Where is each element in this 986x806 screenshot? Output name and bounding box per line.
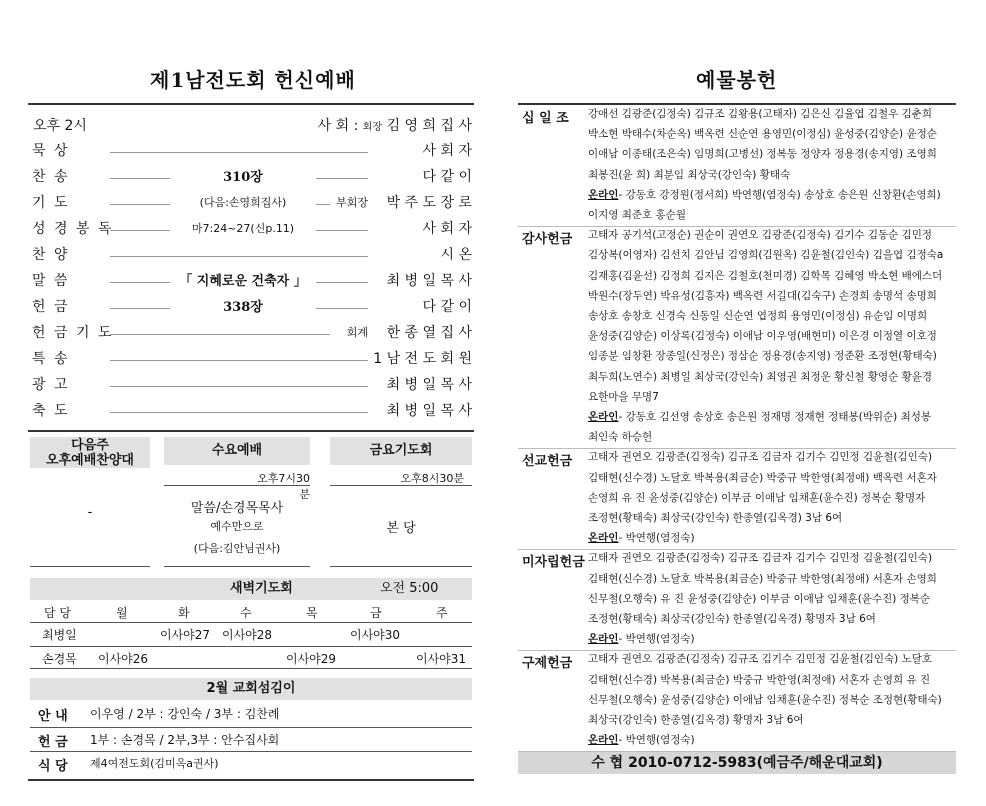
serve-value: 이우영 / 2부 : 강인숙 / 3부 : 김찬례 — [90, 707, 280, 721]
order-label: 성 경 봉 독 — [32, 221, 114, 237]
row-wed: 이사야28 — [222, 628, 273, 642]
online-names: 박연행(염정숙) — [625, 532, 695, 545]
order-role: 부회장 — [333, 194, 368, 210]
order-item — [32, 296, 472, 320]
offering-names: 최두희(노연수) 최병일 최상국(강인숙) 최영권 최정운 황신철 황영순 황윤경 — [588, 370, 933, 383]
row-name: 최병일 — [42, 628, 77, 642]
serve-bottom — [28, 779, 474, 781]
order-item — [32, 166, 472, 190]
wednesday-box: 수요예배 — [164, 437, 310, 465]
offering-names: 손영희 유 진 윤성중(김양순) 이부금 이애남 임채훈(윤수진) 정복순 황명자 — [588, 491, 926, 504]
offering-names: 윤성중(김양순) 이상록(김정숙) 이애남 이우영(배현미) 이은경 이정열 이호정 — [588, 330, 937, 343]
service-time: 오후 2시 — [33, 118, 87, 134]
offering-names: 고태자 공기석(고정순) 권순이 권연오 김광준(김정숙) 김기수 김동순 김민정 — [588, 229, 933, 242]
next-choir-value: - — [87, 505, 93, 520]
offering-title: 예물봉헌 — [696, 68, 778, 92]
order-person: 한 종 열 집 사 — [386, 325, 472, 341]
order-label: 묵 상 — [32, 143, 70, 159]
offering-names: 조정현(황태숙) 최상국(강인숙) 한종열(김옥경) 3남 6여 — [588, 512, 843, 524]
online-names-more: 이지영 최준호 홍순월 — [588, 209, 686, 221]
leader-line — [110, 152, 368, 153]
order-label: 말 씀 — [32, 273, 70, 289]
box1-bottom — [30, 566, 150, 567]
order-detail: 338장 — [170, 296, 316, 315]
order-detail: 「 지혜로운 건축자 」 — [170, 270, 316, 289]
online-names: 박연행(염정숙) — [625, 633, 695, 646]
order-item — [32, 270, 472, 294]
offering-names: 김상복(이영자) 김선치 김안님 김영희(김원옥) 김윤철(김인숙) 김을엽 김정숙a — [588, 249, 944, 262]
presider-name: 김 영 희 집 사 — [386, 118, 472, 134]
dawn-prayer-title: 새벽기도회 — [230, 581, 293, 596]
offering-names: 이애남 이종태(조은숙) 임명희(고병선) 정복동 정양자 정용경(송지영) 조영희 — [588, 148, 937, 161]
next-choir-box: 다음주 오후예배찬양대 — [30, 437, 150, 468]
offering-names: 강애선 김광준(김정숙) 김규조 김왕용(고태자) 김은신 김율엽 김철우 김춘희 — [588, 108, 933, 120]
offering-names: 최상국(강인숙) 한종열(김옥경) 황명자 3남 6여 — [588, 714, 804, 726]
offering-names: 박소현 박태수(차순옥) 백옥련 신순연 용영민(이정심) 윤성중(김양순) 윤정순 — [588, 128, 937, 141]
offering-names: 고태자 권연오 김광준(김정숙) 김규조 김금자 김기수 김민정 김윤철(김인숙) — [588, 552, 933, 565]
offering-names: 조정현(황태숙) 최상국(강인숙) 한종열(김옥경) 황명자 3남 6여 — [588, 613, 876, 625]
online-label: 온라인 — [588, 532, 619, 545]
serve-label: 식 당 — [38, 759, 68, 774]
presider-label: 사 회 : — [317, 118, 359, 134]
row-sun: 이사야31 — [416, 652, 467, 666]
wednesday-time: 오후7시30분 — [257, 472, 310, 501]
leader-line — [110, 334, 330, 335]
online-label: 온라인 — [588, 633, 619, 646]
order-person: 다 같 이 — [422, 169, 472, 185]
order-person: 최 병 일 목 사 — [386, 403, 472, 419]
serve-label: 안 내 — [38, 709, 68, 724]
leader-line — [110, 386, 368, 387]
offering-category: 구제헌금 — [522, 656, 573, 672]
order-label: 기 도 — [32, 195, 70, 211]
list-item — [30, 755, 472, 777]
online-offering: 온라인- 박연행(염정숙) — [588, 633, 695, 646]
wed-time-line — [164, 485, 310, 486]
dawn-line-3 — [30, 668, 472, 669]
header-wed: 수 — [240, 606, 252, 620]
friday-place: 본 당 — [386, 521, 416, 536]
online-label: 온라인 — [588, 734, 619, 747]
online-names-more: 최인숙 하승헌 — [588, 431, 653, 444]
order-item — [32, 244, 472, 268]
offering-category: 십 일 조 — [522, 111, 569, 126]
header-sun: 주 — [436, 606, 448, 620]
order-person: 1 남 전 도 회 원 — [373, 351, 472, 367]
dawn-prayer-time: 오전 5:00 — [380, 581, 439, 596]
order-label: 찬 양 — [32, 247, 70, 263]
online-offering: 온라인- 강동호 김선영 송상호 송은원 정재명 정재현 정태봉(박위순) 최성봉 — [588, 411, 931, 423]
online-names: 박연행(염정숙) — [625, 734, 695, 747]
offering-names: 최봉진(윤 희) 최분임 최상국(강인숙) 황태숙 — [588, 168, 791, 181]
offering-category: 감사헌금 — [522, 232, 573, 248]
offering-names: 고태자 권연오 김광준(김정숙) 김규조 김금자 김기수 김민정 김윤철(김인숙) — [588, 451, 933, 464]
list-item — [30, 705, 472, 727]
table-row — [30, 650, 472, 670]
row-name: 손경목 — [42, 652, 77, 666]
offering-names: 송상호 송창호 신경숙 신동일 신순연 엽정희 용영민(이정심) 유순임 이명희 — [588, 310, 928, 322]
order-label: 광 고 — [32, 377, 70, 393]
friday-time: 오후8시30분 — [400, 472, 464, 485]
service-title: 제1남전도회 헌신예배 — [150, 68, 356, 92]
order-label: 헌 금 — [32, 299, 70, 315]
order-label: 헌 금 기 도 — [32, 325, 114, 341]
friday-box: 금요기도회 — [330, 437, 472, 465]
online-label: 온라인 — [588, 411, 619, 423]
wednesday-next: (다음:김안님권사) — [193, 542, 281, 555]
order-label: 축 도 — [32, 403, 70, 419]
offering-names: 김태현(신수경) 노달호 박복용(최금순) 박중규 박한영(최정애) 서혼자 손영희 — [588, 572, 937, 585]
serve-line-1 — [30, 727, 472, 728]
header-owner: 담 당 — [44, 606, 71, 620]
offering-divider — [518, 103, 956, 105]
offering-names: 박원수(장두연) 박유성(김흥자) 백옥련 서길대(김숙구) 손경희 송명석 송명희 — [588, 289, 937, 302]
offering-names: 임종분 임창환 장종일(신정은) 정삼순 정용경(송지영) 정준환 조정현(황태숙) — [588, 350, 937, 363]
fri-time-line — [330, 485, 472, 486]
header-fri: 금 — [370, 606, 382, 620]
row-thu: 이사야29 — [286, 652, 337, 666]
order-detail: 310장 — [170, 166, 316, 185]
offering-names: 요한마을 무명7 — [588, 390, 659, 403]
order-person: 최 병 일 목 사 — [386, 273, 472, 289]
dawn-table-headers — [30, 604, 472, 622]
dawn-line-1 — [30, 622, 472, 623]
header-mon: 월 — [116, 606, 128, 620]
row-fri: 이사야30 — [350, 628, 401, 642]
online-label: 온라인 — [588, 188, 619, 201]
serve-value: 1부 : 손경목 / 2부,3부 : 안수집사회 — [90, 733, 280, 747]
order-item — [32, 322, 472, 346]
offering-category: 미자립헌금 — [522, 555, 585, 571]
list-item — [30, 731, 472, 753]
order-item — [32, 400, 472, 424]
box2-bottom — [164, 566, 310, 567]
offering-names: 김태현(신수경) 노달호 박복용(최금순) 박중규 박한영(최정애) 백옥련 서혼자 — [588, 471, 937, 484]
servers-header: 2월 교회섬김이 — [30, 678, 472, 700]
order-person: 최 병 일 목 사 — [386, 377, 472, 393]
row-mon: 이사야26 — [98, 652, 149, 666]
order-label: 특 송 — [32, 351, 70, 367]
header-tue: 화 — [178, 606, 190, 620]
leader-line — [110, 256, 368, 257]
dawn-line-2 — [30, 646, 472, 647]
order-divider — [28, 430, 474, 432]
box3-bottom — [330, 566, 472, 567]
leader-line — [110, 360, 368, 361]
order-person: 시 온 — [440, 247, 472, 263]
order-item — [32, 218, 472, 242]
offering-names: 고태자 권연오 김광준(김정숙) 김규조 김기수 김민정 김윤철(김인숙) 노달호 — [588, 653, 933, 666]
order-label: 찬 송 — [32, 169, 70, 185]
order-item — [32, 374, 472, 398]
online-names: 강동호 김선영 송상호 송은원 정재명 정재현 정태봉(박위순) 최성봉 — [625, 411, 931, 423]
online-offering: 온라인- 강동호 강정원(정서희) 박연행(염정숙) 송상호 송은원 신창환(손영희) — [588, 188, 941, 201]
dawn-prayer-header — [30, 578, 472, 600]
row-tue: 이사야27 — [160, 628, 211, 642]
offering-names: 김태현(신수경) 박복용(최금순) 박중규 박한영(최정애) 서혼자 손영희 유 진 — [588, 673, 931, 686]
serve-label: 헌 금 — [38, 735, 68, 750]
order-person: 박 주 도 장 로 — [386, 195, 472, 211]
serve-value: 제4여전도회(김미옥a권사) — [90, 757, 219, 770]
serve-line-2 — [30, 751, 472, 752]
table-row — [30, 626, 472, 646]
order-role: 회계 — [344, 324, 368, 340]
order-person: 사 회 자 — [422, 221, 472, 237]
title-divider — [28, 103, 474, 105]
online-offering: 온라인- 박연행(염정숙) — [588, 734, 695, 747]
offering-category: 선교헌금 — [522, 454, 573, 470]
order-item — [32, 140, 472, 164]
presider — [318, 115, 472, 135]
order-person: 사 회 자 — [422, 143, 472, 159]
order-detail: (다음:손영희집사) — [170, 194, 316, 210]
wednesday-preacher: 말씀/손경목목사 — [190, 501, 284, 516]
offering-names: 신무철(오행숙) 유 진 윤성중(김양순) 이부금 이애남 임채훈(윤수진) 정복순 — [588, 592, 931, 605]
order-detail: 마7:24~27(신p.11) — [170, 220, 316, 236]
offering-names: 김재홍(김윤선) 김정희 김지은 김철호(천미경) 김학목 김혜영 박소현 배에스더 — [588, 269, 943, 282]
online-offering: 온라인- 박연행(염정숙) — [588, 532, 695, 545]
presider-role: 회장 — [362, 122, 383, 133]
wednesday-sermon: 예수만으로 — [210, 520, 264, 533]
bank-account: 수 협 2010-0712-5983(예금주/해운대교회) — [518, 752, 956, 774]
offering-names: 신무철(오행숙) 윤성중(김양순) 이애남 임채훈(윤수진) 정복순 조정현(황태숙) — [588, 693, 942, 706]
order-person: 다 같 이 — [422, 299, 472, 315]
order-item — [32, 192, 472, 216]
online-names: 강동호 강정원(정서희) 박연행(염정숙) 송상호 송은원 신창환(손영희) — [625, 188, 941, 201]
header-thu: 목 — [306, 606, 318, 620]
leader-line — [110, 412, 368, 413]
order-item — [32, 348, 472, 372]
